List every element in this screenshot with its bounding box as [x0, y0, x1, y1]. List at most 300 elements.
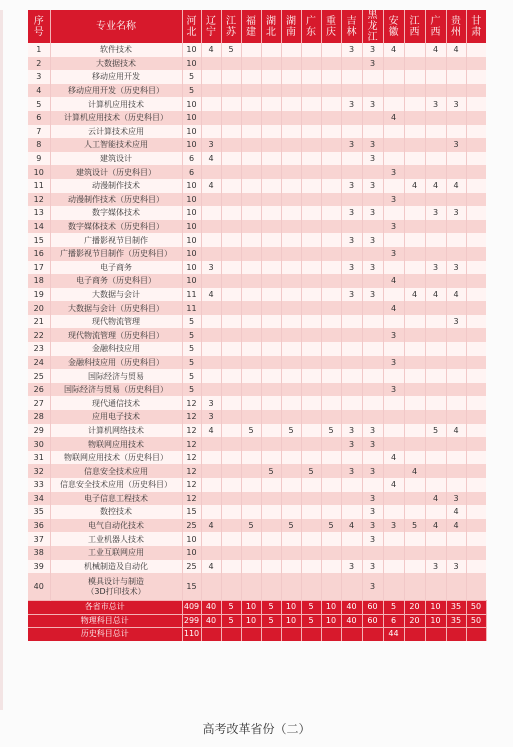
quota-cell: 4 — [201, 152, 221, 166]
totals-value — [446, 628, 466, 641]
quota-cell: 3 — [446, 315, 466, 329]
quota-cell — [201, 573, 221, 601]
header-province-13: 贵 州 — [446, 10, 466, 43]
quota-cell — [241, 546, 261, 560]
quota-cell — [221, 97, 241, 111]
quota-cell — [301, 505, 321, 519]
quota-cell — [446, 546, 466, 560]
quota-cell — [466, 288, 486, 302]
quota-cell — [446, 356, 466, 370]
quota-cell — [321, 478, 341, 492]
quota-cell — [425, 138, 446, 152]
totals-value: 50 — [466, 614, 486, 628]
quota-cell — [446, 383, 466, 397]
quota-cell: 4 — [201, 424, 221, 438]
quota-cell — [301, 57, 321, 71]
totals-value: 10 — [321, 614, 341, 628]
quota-cell — [404, 233, 425, 247]
quota-cell: 6 — [182, 152, 201, 166]
quota-cell — [281, 315, 301, 329]
row-number: 8 — [28, 138, 50, 152]
quota-cell — [301, 97, 321, 111]
quota-cell — [301, 369, 321, 383]
row-number: 23 — [28, 342, 50, 356]
quota-cell — [301, 233, 321, 247]
quota-cell — [201, 206, 221, 220]
quota-cell: 3 — [341, 424, 362, 438]
quota-cell — [221, 505, 241, 519]
major-name: 计算机应用技术（历史科目） — [50, 111, 182, 125]
quota-cell: 25 — [182, 560, 201, 574]
row-number: 28 — [28, 410, 50, 424]
quota-cell — [362, 315, 383, 329]
quota-cell — [341, 220, 362, 234]
quota-cell — [241, 451, 261, 465]
row-number: 39 — [28, 560, 50, 574]
quota-cell: 5 — [281, 519, 301, 533]
quota-cell — [341, 356, 362, 370]
quota-cell — [241, 111, 261, 125]
quota-cell: 3 — [362, 492, 383, 506]
quota-cell — [425, 193, 446, 207]
quota-cell — [341, 396, 362, 410]
table-row — [28, 193, 486, 207]
header-province-0: 河 北 — [182, 10, 201, 43]
quota-cell — [281, 97, 301, 111]
quota-cell: 3 — [362, 43, 383, 57]
table-row — [28, 288, 486, 302]
quota-cell — [321, 301, 341, 315]
quota-cell — [321, 437, 341, 451]
quota-cell — [425, 247, 446, 261]
quota-cell: 5 — [321, 519, 341, 533]
totals-value: 60 — [362, 614, 383, 628]
quota-cell — [261, 288, 281, 302]
quota-cell — [383, 138, 404, 152]
quota-cell — [466, 152, 486, 166]
row-number: 1 — [28, 43, 50, 57]
quota-cell — [241, 220, 261, 234]
quota-cell — [404, 396, 425, 410]
quota-cell: 10 — [182, 261, 201, 275]
quota-cell — [446, 573, 466, 601]
quota-cell: 3 — [362, 505, 383, 519]
quota-cell: 10 — [182, 233, 201, 247]
quota-cell: 3 — [425, 206, 446, 220]
quota-cell — [281, 356, 301, 370]
table-row — [28, 125, 486, 139]
quota-cell: 3 — [362, 233, 383, 247]
quota-cell — [261, 532, 281, 546]
major-name: 数控技术 — [50, 505, 182, 519]
quota-cell: 3 — [362, 560, 383, 574]
quota-cell — [341, 410, 362, 424]
quota-cell — [301, 342, 321, 356]
quota-cell: 3 — [341, 560, 362, 574]
row-number: 32 — [28, 464, 50, 478]
major-name: 云计算技术应用 — [50, 125, 182, 139]
quota-cell: 3 — [383, 383, 404, 397]
quota-cell — [221, 437, 241, 451]
table-row — [28, 383, 486, 397]
quota-cell: 3 — [201, 410, 221, 424]
quota-cell: 10 — [182, 247, 201, 261]
row-number: 18 — [28, 274, 50, 288]
quota-cell — [341, 478, 362, 492]
quota-cell — [321, 125, 341, 139]
major-name: 国际经济与贸易（历史科目） — [50, 383, 182, 397]
quota-cell — [301, 301, 321, 315]
table-row — [28, 70, 486, 84]
quota-cell — [201, 383, 221, 397]
quota-cell — [466, 396, 486, 410]
quota-cell: 3 — [383, 356, 404, 370]
quota-cell: 3 — [341, 464, 362, 478]
quota-cell — [362, 70, 383, 84]
quota-cell — [241, 560, 261, 574]
quota-cell — [201, 274, 221, 288]
major-name: 信息安全技术应用 — [50, 464, 182, 478]
quota-cell — [221, 233, 241, 247]
quota-cell — [446, 274, 466, 288]
header-province-1: 辽 宁 — [201, 10, 221, 43]
quota-cell — [281, 451, 301, 465]
quota-cell — [321, 396, 341, 410]
row-number: 22 — [28, 328, 50, 342]
quota-cell — [241, 233, 261, 247]
quota-cell — [281, 505, 301, 519]
quota-cell — [281, 560, 301, 574]
quota-cell — [321, 84, 341, 98]
major-name: 广播影视节目制作 — [50, 233, 182, 247]
quota-cell — [383, 288, 404, 302]
quota-cell — [321, 369, 341, 383]
quota-cell — [201, 57, 221, 71]
major-name: 国际经济与贸易 — [50, 369, 182, 383]
row-number: 36 — [28, 519, 50, 533]
quota-cell — [281, 410, 301, 424]
quota-cell — [466, 274, 486, 288]
totals-value: 44 — [383, 628, 404, 641]
quota-cell — [261, 328, 281, 342]
quota-cell: 4 — [404, 288, 425, 302]
quota-cell — [241, 464, 261, 478]
quota-cell: 10 — [182, 220, 201, 234]
quota-cell — [446, 410, 466, 424]
totals-value: 6 — [383, 614, 404, 628]
quota-cell — [221, 315, 241, 329]
totals-value: 5 — [261, 614, 281, 628]
quota-cell — [341, 315, 362, 329]
quota-cell — [221, 356, 241, 370]
table-row — [28, 342, 486, 356]
quota-cell — [404, 532, 425, 546]
quota-cell — [261, 193, 281, 207]
quota-cell — [301, 247, 321, 261]
quota-cell — [321, 532, 341, 546]
quota-cell: 3 — [362, 179, 383, 193]
quota-cell: 3 — [362, 57, 383, 71]
quota-cell: 3 — [362, 464, 383, 478]
header-seq: 序 号 — [28, 10, 50, 43]
quota-cell — [404, 437, 425, 451]
quota-cell: 3 — [446, 206, 466, 220]
quota-cell — [321, 451, 341, 465]
quota-cell — [404, 546, 425, 560]
quota-cell — [341, 492, 362, 506]
quota-cell — [466, 193, 486, 207]
quota-cell — [466, 560, 486, 574]
quota-cell — [404, 152, 425, 166]
quota-cell — [341, 70, 362, 84]
quota-cell: 4 — [446, 505, 466, 519]
row-number: 27 — [28, 396, 50, 410]
quota-cell — [201, 315, 221, 329]
quota-cell — [466, 247, 486, 261]
totals-value: 10 — [425, 601, 446, 615]
table-totals — [28, 601, 486, 641]
quota-cell — [261, 342, 281, 356]
quota-cell — [301, 356, 321, 370]
quota-cell — [383, 396, 404, 410]
quota-cell — [281, 328, 301, 342]
quota-cell — [404, 424, 425, 438]
quota-cell: 4 — [383, 274, 404, 288]
quota-cell — [425, 410, 446, 424]
quota-cell — [321, 464, 341, 478]
major-name: 数字媒体技术 — [50, 206, 182, 220]
quota-cell — [404, 43, 425, 57]
quota-cell — [241, 573, 261, 601]
quota-cell — [261, 369, 281, 383]
quota-cell — [404, 560, 425, 574]
quota-cell — [466, 383, 486, 397]
quota-cell — [281, 84, 301, 98]
quota-cell: 4 — [425, 43, 446, 57]
quota-cell: 4 — [446, 424, 466, 438]
quota-cell — [281, 111, 301, 125]
quota-cell: 3 — [362, 519, 383, 533]
quota-cell — [201, 464, 221, 478]
quota-cell — [404, 369, 425, 383]
quota-cell — [301, 532, 321, 546]
quota-cell — [201, 492, 221, 506]
quota-cell: 12 — [182, 424, 201, 438]
quota-cell — [362, 247, 383, 261]
quota-cell — [404, 206, 425, 220]
quota-cell: 3 — [383, 193, 404, 207]
table-row — [28, 492, 486, 506]
quota-cell — [404, 328, 425, 342]
quota-cell — [466, 424, 486, 438]
quota-cell: 5 — [261, 464, 281, 478]
quota-cell — [404, 84, 425, 98]
quota-cell: 4 — [404, 179, 425, 193]
quota-cell — [446, 220, 466, 234]
quota-cell — [362, 274, 383, 288]
table-row — [28, 369, 486, 383]
quota-cell — [261, 220, 281, 234]
major-name: 现代物流管理（历史科目） — [50, 328, 182, 342]
quota-cell — [383, 233, 404, 247]
quota-cell — [362, 301, 383, 315]
quota-cell — [362, 165, 383, 179]
quota-cell — [221, 464, 241, 478]
quota-cell: 4 — [446, 288, 466, 302]
quota-cell — [466, 165, 486, 179]
quota-cell — [301, 165, 321, 179]
quota-cell: 10 — [182, 138, 201, 152]
major-name: 模具设计与制造 （3D打印技术） — [50, 573, 182, 601]
row-number: 10 — [28, 165, 50, 179]
quota-cell — [425, 328, 446, 342]
major-name: 人工智能技术应用 — [50, 138, 182, 152]
quota-cell — [201, 97, 221, 111]
quota-cell: 4 — [201, 519, 221, 533]
quota-cell — [321, 328, 341, 342]
quota-cell: 3 — [362, 573, 383, 601]
quota-cell — [446, 152, 466, 166]
quota-cell — [383, 84, 404, 98]
quota-cell — [261, 165, 281, 179]
quota-cell — [241, 410, 261, 424]
major-name: 电子商务（历史科目） — [50, 274, 182, 288]
quota-cell — [466, 125, 486, 139]
quota-cell — [201, 125, 221, 139]
quota-cell — [404, 478, 425, 492]
quota-cell — [261, 519, 281, 533]
quota-cell: 4 — [425, 288, 446, 302]
major-name: 数字媒体技术（历史科目） — [50, 220, 182, 234]
quota-cell: 4 — [383, 301, 404, 315]
totals-value: 5 — [301, 614, 321, 628]
table-row — [28, 328, 486, 342]
major-name: 电子商务 — [50, 261, 182, 275]
quota-cell — [281, 220, 301, 234]
quota-cell — [383, 369, 404, 383]
quota-cell — [341, 505, 362, 519]
quota-cell — [201, 451, 221, 465]
quota-cell: 5 — [425, 424, 446, 438]
header-province-4: 湖 北 — [261, 10, 281, 43]
totals-row — [28, 601, 486, 615]
quota-cell — [362, 193, 383, 207]
quota-cell — [446, 111, 466, 125]
quota-cell — [362, 84, 383, 98]
totals-value: 10 — [241, 601, 261, 615]
table-row — [28, 560, 486, 574]
quota-cell — [425, 573, 446, 601]
quota-cell — [241, 70, 261, 84]
quota-cell — [425, 152, 446, 166]
quota-cell — [221, 492, 241, 506]
quota-cell — [404, 125, 425, 139]
row-number: 25 — [28, 369, 50, 383]
quota-cell — [241, 179, 261, 193]
quota-cell — [281, 193, 301, 207]
quota-cell: 3 — [341, 97, 362, 111]
quota-cell — [221, 342, 241, 356]
quota-cell — [404, 356, 425, 370]
major-name: 动漫制作技术 — [50, 179, 182, 193]
quota-cell — [281, 70, 301, 84]
quota-cell — [466, 315, 486, 329]
quota-cell — [301, 451, 321, 465]
quota-cell — [261, 111, 281, 125]
quota-cell — [404, 505, 425, 519]
quota-cell: 3 — [362, 152, 383, 166]
quota-cell — [201, 328, 221, 342]
quota-cell — [261, 125, 281, 139]
quota-cell — [241, 138, 261, 152]
table-row — [28, 437, 486, 451]
quota-cell — [321, 573, 341, 601]
totals-value — [261, 628, 281, 641]
quota-cell — [241, 193, 261, 207]
quota-cell: 3 — [362, 437, 383, 451]
quota-cell: 4 — [383, 451, 404, 465]
quota-cell — [241, 84, 261, 98]
quota-cell — [362, 342, 383, 356]
quota-cell: 3 — [425, 261, 446, 275]
quota-cell — [221, 478, 241, 492]
quota-cell — [301, 261, 321, 275]
totals-value: 5 — [221, 614, 241, 628]
quota-cell — [301, 70, 321, 84]
quota-cell — [425, 478, 446, 492]
quota-cell — [446, 247, 466, 261]
table-row — [28, 519, 486, 533]
table-row — [28, 274, 486, 288]
major-name: 计算机应用技术 — [50, 97, 182, 111]
quota-cell — [466, 97, 486, 111]
quota-cell — [281, 125, 301, 139]
quota-cell — [383, 261, 404, 275]
quota-cell: 3 — [201, 138, 221, 152]
quota-cell — [241, 261, 261, 275]
quota-cell — [341, 451, 362, 465]
quota-cell — [404, 97, 425, 111]
totals-value: 5 — [221, 601, 241, 615]
quota-cell — [446, 233, 466, 247]
major-name: 物联网应用技术 — [50, 437, 182, 451]
quota-cell: 25 — [182, 519, 201, 533]
totals-value: 110 — [182, 628, 201, 641]
quota-cell — [466, 519, 486, 533]
quota-cell — [321, 97, 341, 111]
quota-cell: 12 — [182, 478, 201, 492]
quota-cell — [241, 532, 261, 546]
quota-cell: 5 — [182, 328, 201, 342]
quota-cell — [466, 505, 486, 519]
quota-cell — [425, 70, 446, 84]
header-province-6: 广 东 — [301, 10, 321, 43]
quota-cell — [281, 573, 301, 601]
quota-cell — [321, 111, 341, 125]
quota-cell: 5 — [221, 43, 241, 57]
quota-cell — [301, 152, 321, 166]
totals-value: 20 — [404, 601, 425, 615]
quota-cell: 10 — [182, 546, 201, 560]
header-province-11: 江 西 — [404, 10, 425, 43]
quota-cell — [404, 410, 425, 424]
table-header — [28, 10, 486, 43]
quota-cell — [383, 424, 404, 438]
table-row — [28, 573, 486, 601]
enrollment-plan-table — [28, 10, 486, 641]
quota-cell — [281, 546, 301, 560]
quota-cell — [466, 57, 486, 71]
